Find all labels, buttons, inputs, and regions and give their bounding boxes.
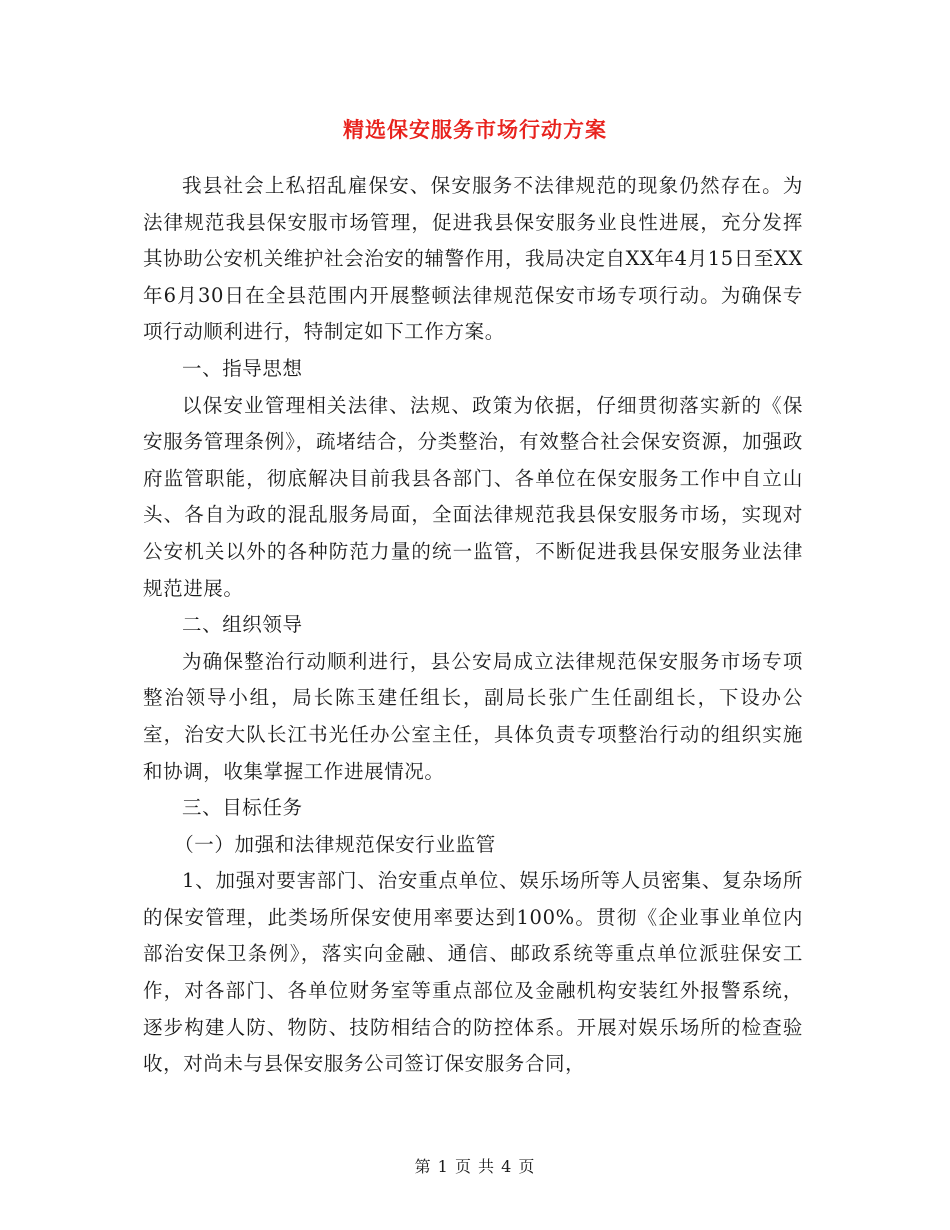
section-heading-guiding-ideology: 一、指导思想 — [182, 356, 303, 380]
organization-paragraph: 为确保整治行动顺利进行，县公安局成立法律规范保安服务市场专项整治领导小组，局长陈玉建任组长，副局长张广生任副组长，下设办公室，治安大队长江书光任办公室主任，具体负责专项整治行动的组织实施和协调，收集掌握工作进展情况。 — [143, 649, 803, 783]
subsection-heading-supervision: （一）加强和法律规范保安行业监管 — [174, 832, 496, 856]
section-heading-organization: 二、组织领导 — [182, 613, 303, 637]
supervision-paragraph: 1、加强对要害部门、治安重点单位、娱乐场所等人员密集、复杂场所的保安管理，此类场所保安使用率要达到100%。贯彻《企业事业单位内部治安保卫条例》，落实向金融、通信、邮政系统等重点单位派驻保安工作，对各部门、各单位财务室等重点部位及金融机构安装红外报警系统，逐步构建人防、物防、技防相结合的防控体系。开展对娱乐场所的检查验收，对尚未与县保安服务公司签订保安服务合同， — [143, 869, 803, 1076]
section-heading-objectives: 三、目标任务 — [182, 796, 303, 820]
intro-paragraph: 我县社会上私招乱雇保安、保安服务不法律规范的现象仍然存在。为法律规范我县保安服市场管理，促进我县保安服务业良性进展，充分发挥其协助公安机关维护社会治安的辅警作用，我局决定自XX年4月15日至XX年6月30日在全县范围内开展整顿法律规范保安市场专项行动。为确保专项行动顺利进行，特制定如下工作方案。 — [143, 174, 803, 344]
guiding-ideology-paragraph: 以保安业管理相关法律、法规、政策为依据，仔细贯彻落实新的《保安服务管理条例》，疏堵结合，分类整治，有效整合社会保安资源，加强政府监管职能，彻底解决目前我县各部门、各单位在保安服务工作中自立山头、各自为政的混乱服务局面，全面法律规范我县保安服务市场，实现对公安机关以外的各种防范力量的统一监管，不断促进我县保安服务业法律规范进展。 — [143, 393, 803, 600]
document-title: 精选保安服务市场行动方案 — [343, 117, 607, 142]
document-body — [143, 168, 803, 1083]
page-number-footer: 第 1 页 共 4 页 — [414, 1157, 536, 1176]
